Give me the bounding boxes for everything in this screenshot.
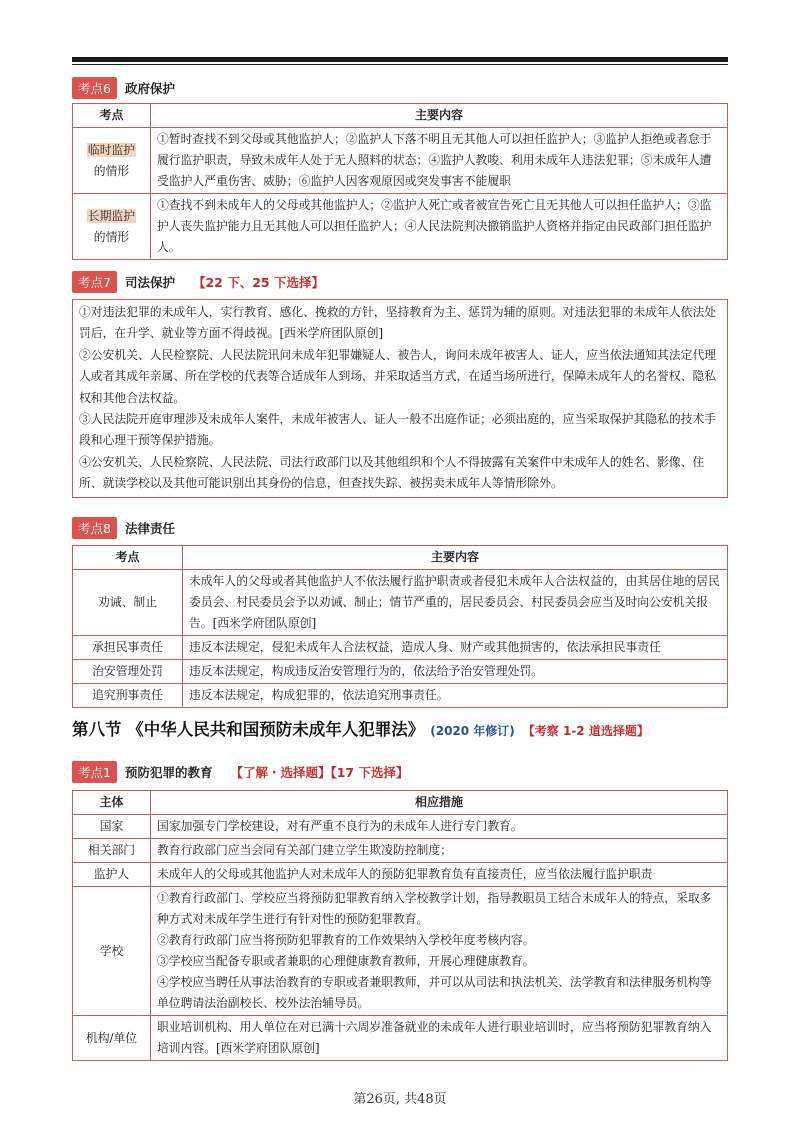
section-1-heading <box>72 761 408 783</box>
header-rule <box>72 57 728 62</box>
row-content-cell: 未成年人的父母或者其他监护人不依法履行监护职责或者侵犯未成年人合法权益的，由其居住地的居民委员会、村民委员会予以劝诫、制止；情节严重的，居民委员会、村民委员会应当及时向公安机关报告。[西米学府团队原创] <box>183 570 728 636</box>
row-label-cell: 承担民事责任 <box>73 636 183 660</box>
section-1-exam-note: 【了解・选择题】【17 下选择】 <box>230 765 409 780</box>
section-6-heading <box>72 77 175 99</box>
row-content-cell: 违反本法规定，构成犯罪的，依法追究刑事责任。 <box>183 684 728 708</box>
table-row <box>73 636 728 660</box>
section-1-title: 预防犯罪的教育 <box>124 765 213 780</box>
table-row <box>73 684 728 708</box>
section-6-title: 政府保护 <box>124 81 175 96</box>
paragraph: ①对违法犯罪的未成年人，实行教育、感化、挽救的方针，坚持教育为主、惩罚为辅的原则。对违法犯罪的未成年人依法处罚后，在升学、就业等方面不得歧视。[西米学府团队原创] <box>79 305 717 341</box>
table-row <box>73 839 728 863</box>
paragraph: ④公安机关、人民检察院、人民法院、司法行政部门以及其他组织和个人不得披露有关案件中未成年人的姓名、影像、住所、就读学校以及其他可能识别出其身份的信息，但查找失踪、被拐卖未成年人等情形除外。 <box>79 454 705 491</box>
table-row <box>73 194 728 260</box>
table-header-row <box>73 546 728 570</box>
table-row <box>73 863 728 887</box>
content-line: ④学校应当聘任从事法治教育的专职或者兼职教师，并可以从司法和执法机关、法学教育和法律服务机构等单位聘请法治副校长、校外法治辅导员。 <box>157 975 712 1010</box>
government-protection-table <box>72 103 728 260</box>
header-cell: 考点 <box>73 104 151 128</box>
section-7-title: 司法保护 <box>124 275 175 290</box>
content-line: ①教育行政部门、学校应当将预防犯罪教育纳入学校教学计划，指导教职员工结合未成年人的特点，采取多种方式对未成年学生进行有针对性的预防犯罪教育。 <box>157 891 712 926</box>
header-cell: 相应措施 <box>151 791 728 815</box>
section-7-heading <box>72 271 324 293</box>
page-number: 第26页, 共48页 <box>353 1092 447 1107</box>
row-label-cell: 机构/单位 <box>73 1016 151 1061</box>
chapter-revision: (2020 年修订) <box>430 724 515 738</box>
header-cell: 主体 <box>73 791 151 815</box>
table-row <box>73 1016 728 1061</box>
header-rule-thin <box>72 64 728 65</box>
table-row <box>73 815 728 839</box>
crime-prevention-education-table <box>72 790 728 1061</box>
chapter-title: 第八节 《中华人民共和国预防未成年人犯罪法》 <box>72 720 425 739</box>
row-label-cell <box>73 128 151 194</box>
section-7-exam-note: 【22 下、25 下选择】 <box>192 275 324 290</box>
row-label-cell: 追究刑事责任 <box>73 684 183 708</box>
table-header-row <box>73 791 728 815</box>
table-header-row <box>73 104 728 128</box>
chapter-heading <box>72 716 728 740</box>
row-content-cell: 教育行政部门应当会同有关部门建立学生欺凌防控制度； <box>151 839 728 863</box>
row-label-cell: 治安管理处罚 <box>73 660 183 684</box>
row-content-cell: 职业培训机构、用人单位在对已满十六周岁准备就业的未成年人进行职业培训时，应当将预防犯罪教育纳入培训内容。[西米学府团队原创] <box>151 1016 728 1061</box>
header-cell: 主要内容 <box>183 546 728 570</box>
section-1-tag: 考点1 <box>72 761 117 783</box>
row-label-suffix: 的情形 <box>93 163 130 178</box>
row-content-cell: ①暂时查找不到父母或其他监护人；②监护人下落不明且无其他人可以担任监护人；③监护人拒绝或者怠于履行监护职责，导致未成年人处于无人照料的状态；④监护人教唆、利用未成年人违法犯罪；⑤未成年人遭受监护人严重伤害、威胁；⑥监护人因客观原因或突发事害不能履职 <box>151 128 728 194</box>
table-row <box>73 128 728 194</box>
judicial-protection-box <box>72 299 728 498</box>
row-label-suffix: 的情形 <box>93 229 130 244</box>
row-label-cell: 国家 <box>73 815 151 839</box>
header-cell: 考点 <box>73 546 183 570</box>
row-label-cell: 相关部门 <box>73 839 151 863</box>
paragraph: ②公安机关、人民检察院、人民法院讯问未成年犯罪嫌疑人、被告人，询问未成年被害人、证人，应当依法通知其法定代理人或者其成年亲属、所在学校的代表等合适成年人到场，并采取适当方式，在适当场所进行，保障未成年人的名誉权、隐私权和其他合法权益。 <box>79 347 717 405</box>
section-7-tag: 考点7 <box>72 271 117 293</box>
row-content-cell: ①查找不到未成年人的父母或其他监护人；②监护人死亡或者被宣告死亡且无其他人可以担任监护人；③监护人丧失监护能力且无其他人可以担任监护人；④人民法院判决撤销监护人资格并指定由民政部门担任监护人。 <box>151 194 728 260</box>
legal-liability-table <box>72 545 728 708</box>
row-content-cell: 国家加强专门学校建设，对有严重不良行为的未成年人进行专门教育。 <box>151 815 728 839</box>
row-content-cell <box>151 887 728 1016</box>
row-label-cell: 劝诫、制止 <box>73 570 183 636</box>
row-label-highlight: 临时监护 <box>87 142 136 157</box>
paragraph: ③人民法院开庭审理涉及未成年人案件，未成年被害人、证人一般不出庭作证；必须出庭的，应当采取保护其隐私的技术手段和心理干预等保护措施。 <box>79 412 717 448</box>
section-8-heading <box>72 517 175 539</box>
section-8-tag: 考点8 <box>72 517 117 539</box>
row-label-cell: 监护人 <box>73 863 151 887</box>
row-label-highlight: 长期监护 <box>87 208 136 223</box>
content-line: ③学校应当配备专职或者兼职的心理健康教育教师，开展心理健康教育。 <box>157 954 535 968</box>
table-row <box>73 570 728 636</box>
row-content-cell: 未成年人的父母或其他监护人对未成年人的预防犯罪教育负有直接责任，应当依法履行监护职责 <box>151 863 728 887</box>
section-8-title: 法律责任 <box>124 521 175 536</box>
row-content-cell: 违反本法规定，侵犯未成年人合法权益，造成人身、财产或其他损害的，依法承担民事责任 <box>183 636 728 660</box>
row-label-cell: 学校 <box>73 887 151 1016</box>
row-label-cell <box>73 194 151 260</box>
table-row <box>73 660 728 684</box>
row-content-cell: 违反本法规定，构成违反治安管理行为的，依法给予治安管理处罚。 <box>183 660 728 684</box>
chapter-exam-note: 【考察 1-2 道选择题】 <box>522 724 649 738</box>
header-cell: 主要内容 <box>151 104 728 128</box>
table-row <box>73 887 728 1016</box>
content-line: ②教育行政部门应当将预防犯罪教育的工作效果纳入学校年度考核内容。 <box>157 933 535 947</box>
section-6-tag: 考点6 <box>72 77 117 99</box>
